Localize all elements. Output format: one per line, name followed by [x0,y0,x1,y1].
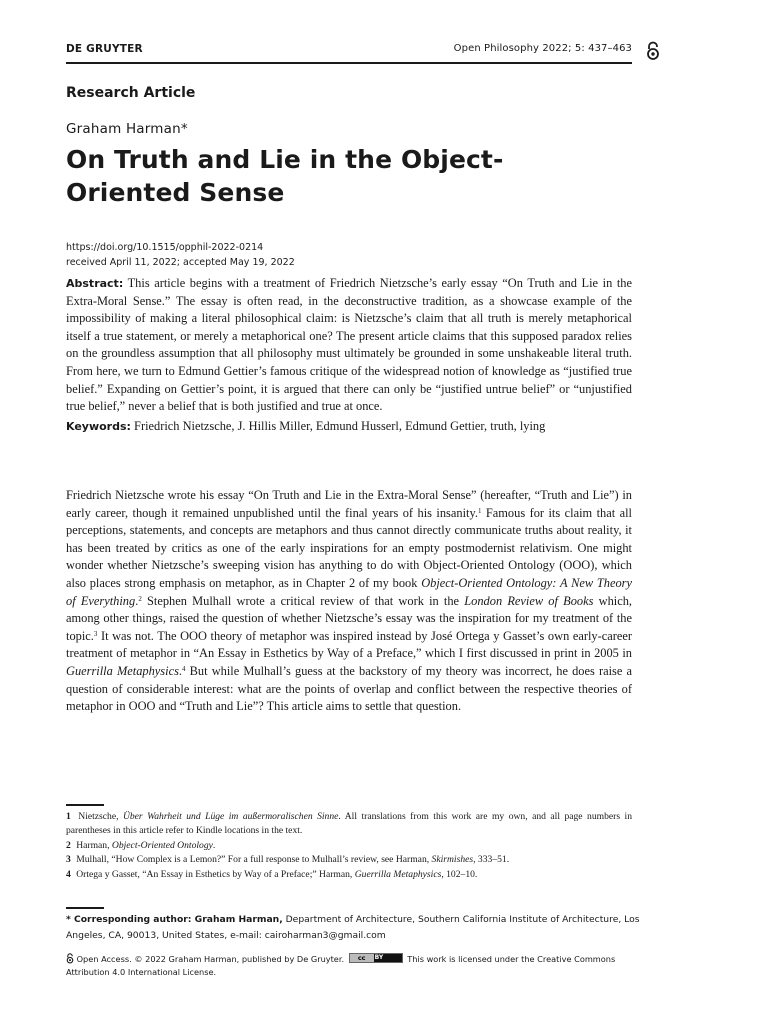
footnote-ref-4[interactable]: 4 [182,664,186,673]
footnote-text: . [212,839,216,851]
corresponding-label: * Corresponding author: Graham Harman, [66,914,283,925]
abstract [66,275,632,416]
publisher-logo: DE GRUYTER [66,43,143,55]
body-text: Friedrich Nietzsche wrote his essay “On Truth and Lie in the Extra-Moral Sense” (hereafter, “Truth and Lie”) in early career, though it remained unpublished until the final years of his insanity. [66,488,632,520]
footnote-ref-3[interactable]: 3 [93,629,98,638]
footnote-text: Mulhall, “How Complex is a Lemon?” For a full response to Mulhall’s review, see Harman, [76,854,432,866]
body-text: which, among other things, raised the question of whether Nietzsche’s essay was the inspiration for my treatment of the topic. [66,593,632,643]
book-title: Object-Oriented Ontology: A New Theory of Everything [66,575,632,608]
footnote-3 [66,853,632,867]
footnotes [66,810,632,882]
by-label: BY [374,954,384,961]
footnote-ref-2[interactable]: 2 [138,594,142,603]
footnote-rule [66,804,104,806]
footnote-2 [66,839,632,853]
footnote-number: 3 [66,854,71,866]
body-text: Famous for its claim that all perceptions, statements, and concepts are metaphors and thus cannot directly communicate truths about reality, it has been treated by critics as one of the early inspirations for an empty postmodernist relativism. One might wonder whether Nietzsche’s sweeping vision has anything to do with Object-Oriented Ontology (OOO), which also places strong emphasis on metaphor, as in Chapter 2 of my book [66,505,633,590]
license-copyright: Open Access. © 2022 Graham Harman, published by De Gruyter. [76,954,345,964]
footnote-1 [66,810,632,839]
received-accepted-dates: received April 11, 2022; accepted May 19, 2022 [66,257,295,268]
footnote-title: Über Wahrheit und Lüge im außermoralischen Sinne [122,811,339,822]
footnote-number: 4 [66,868,71,880]
book-title: Guerrilla Metaphysics [66,663,179,678]
license-text: This work is licensed under the Creative Commons Attribution 4.0 International License. [66,954,616,977]
article-title: On Truth and Lie in the Object-Oriented Sense [66,145,504,207]
footnote-title: Object-Oriented Ontology [111,839,213,851]
abstract-text: This article begins with a treatment of Friedrich Nietzsche’s early essay “On Truth and Lie in the Extra-Moral Sense.” The essay is often read, in the deconstructive tradition, as a showcase example of the impossibility of making a literal philosophical claim: is Nietzsche’s claim that all truth is merely metaphorical itself a true statement, or merely a metaphorical one? The present article claims that this supposed paradox relies on the groundless assumption that all philosophy must ultimately be grounded in some unshakeable literal truth. From here, we turn to Edmund Gettier’s famous critique of the widespread notion of knowledge as “justified true belief.” Expanding on Gettier’s point, it is argued that there can only be “justified untrue belief” or “unjustified true belief,” never a belief that is both justified and true at once. [66,276,633,414]
footnote-title: Guerrilla Metaphysics [354,868,442,880]
keywords [66,418,632,436]
abstract-label: Abstract: [66,277,124,290]
footnote-number: 1 [66,811,71,822]
body-text: . [135,593,139,608]
body-text: . [178,663,182,678]
body-text: Stephen Mulhall wrote a critical review of that work in the [141,593,465,608]
corresponding-details: Department of Architecture, Southern California Institute of Architecture, Los Angeles, CA, 90013, United States, e-mail: cairoharman3@gmail.com [66,914,640,941]
doi-link[interactable]: https://doi.org/10.1515/opphil-2022-0214 [66,242,264,253]
footnote-text: Ortega y Gasset, “An Essay in Esthetics by Way of a Preface;” Harman, [76,868,355,880]
cc-label: cc [350,954,374,962]
footnote-text: , 102–10. [441,868,478,880]
footnote-text: Nietzsche, [78,811,123,822]
article-meta [66,240,295,270]
footnote-number: 2 [66,839,71,851]
keywords-text: Friedrich Nietzsche, J. Hillis Miller, Edmund Husserl, Edmund Gettier, truth, lying [134,419,546,433]
cc-by-badge-icon[interactable] [349,953,403,963]
article-type: Research Article [66,85,196,101]
corresponding-author [66,912,646,943]
open-access-lock-icon [66,953,74,964]
open-access-lock-icon [646,41,660,61]
license-notice [66,953,646,979]
footnote-ref-1[interactable]: 1 [477,506,482,515]
footnote-title: Skirmishes [431,854,474,866]
footnote-text: . All translations from this work are my own, and all page numbers in parentheses in this article refer to Kindle locations in the text. [66,811,632,837]
footnote-text: Harman, [76,839,112,851]
corresponding-rule [66,907,104,909]
journal-reference: Open Philosophy 2022; 5: 437–463 [453,43,632,54]
body-paragraph [66,487,632,716]
footnote-4 [66,868,632,882]
body-text: It was not. The OOO theory of metaphor was inspired instead by José Ortega y Gasset’s own early-career treatment of metaphor in “An Essay in Esthetics by Way of a Preface,” which I first discussed in print in 2005 in [66,628,632,661]
header-rule [66,62,632,64]
keywords-label: Keywords: [66,420,131,433]
footnote-text: , 333–51. [473,854,510,866]
publication-title: London Review of Books [464,593,594,608]
author-name: Graham Harman* [66,121,188,137]
body-text: But while Mulhall’s guess at the backstory of my theory was incorrect, he does raise a question of considerable interest: what are the points of overlap and conflict between the respective theories of metaphor in OOO and “Truth and Lie”? This article aims to settle that question. [66,663,632,714]
